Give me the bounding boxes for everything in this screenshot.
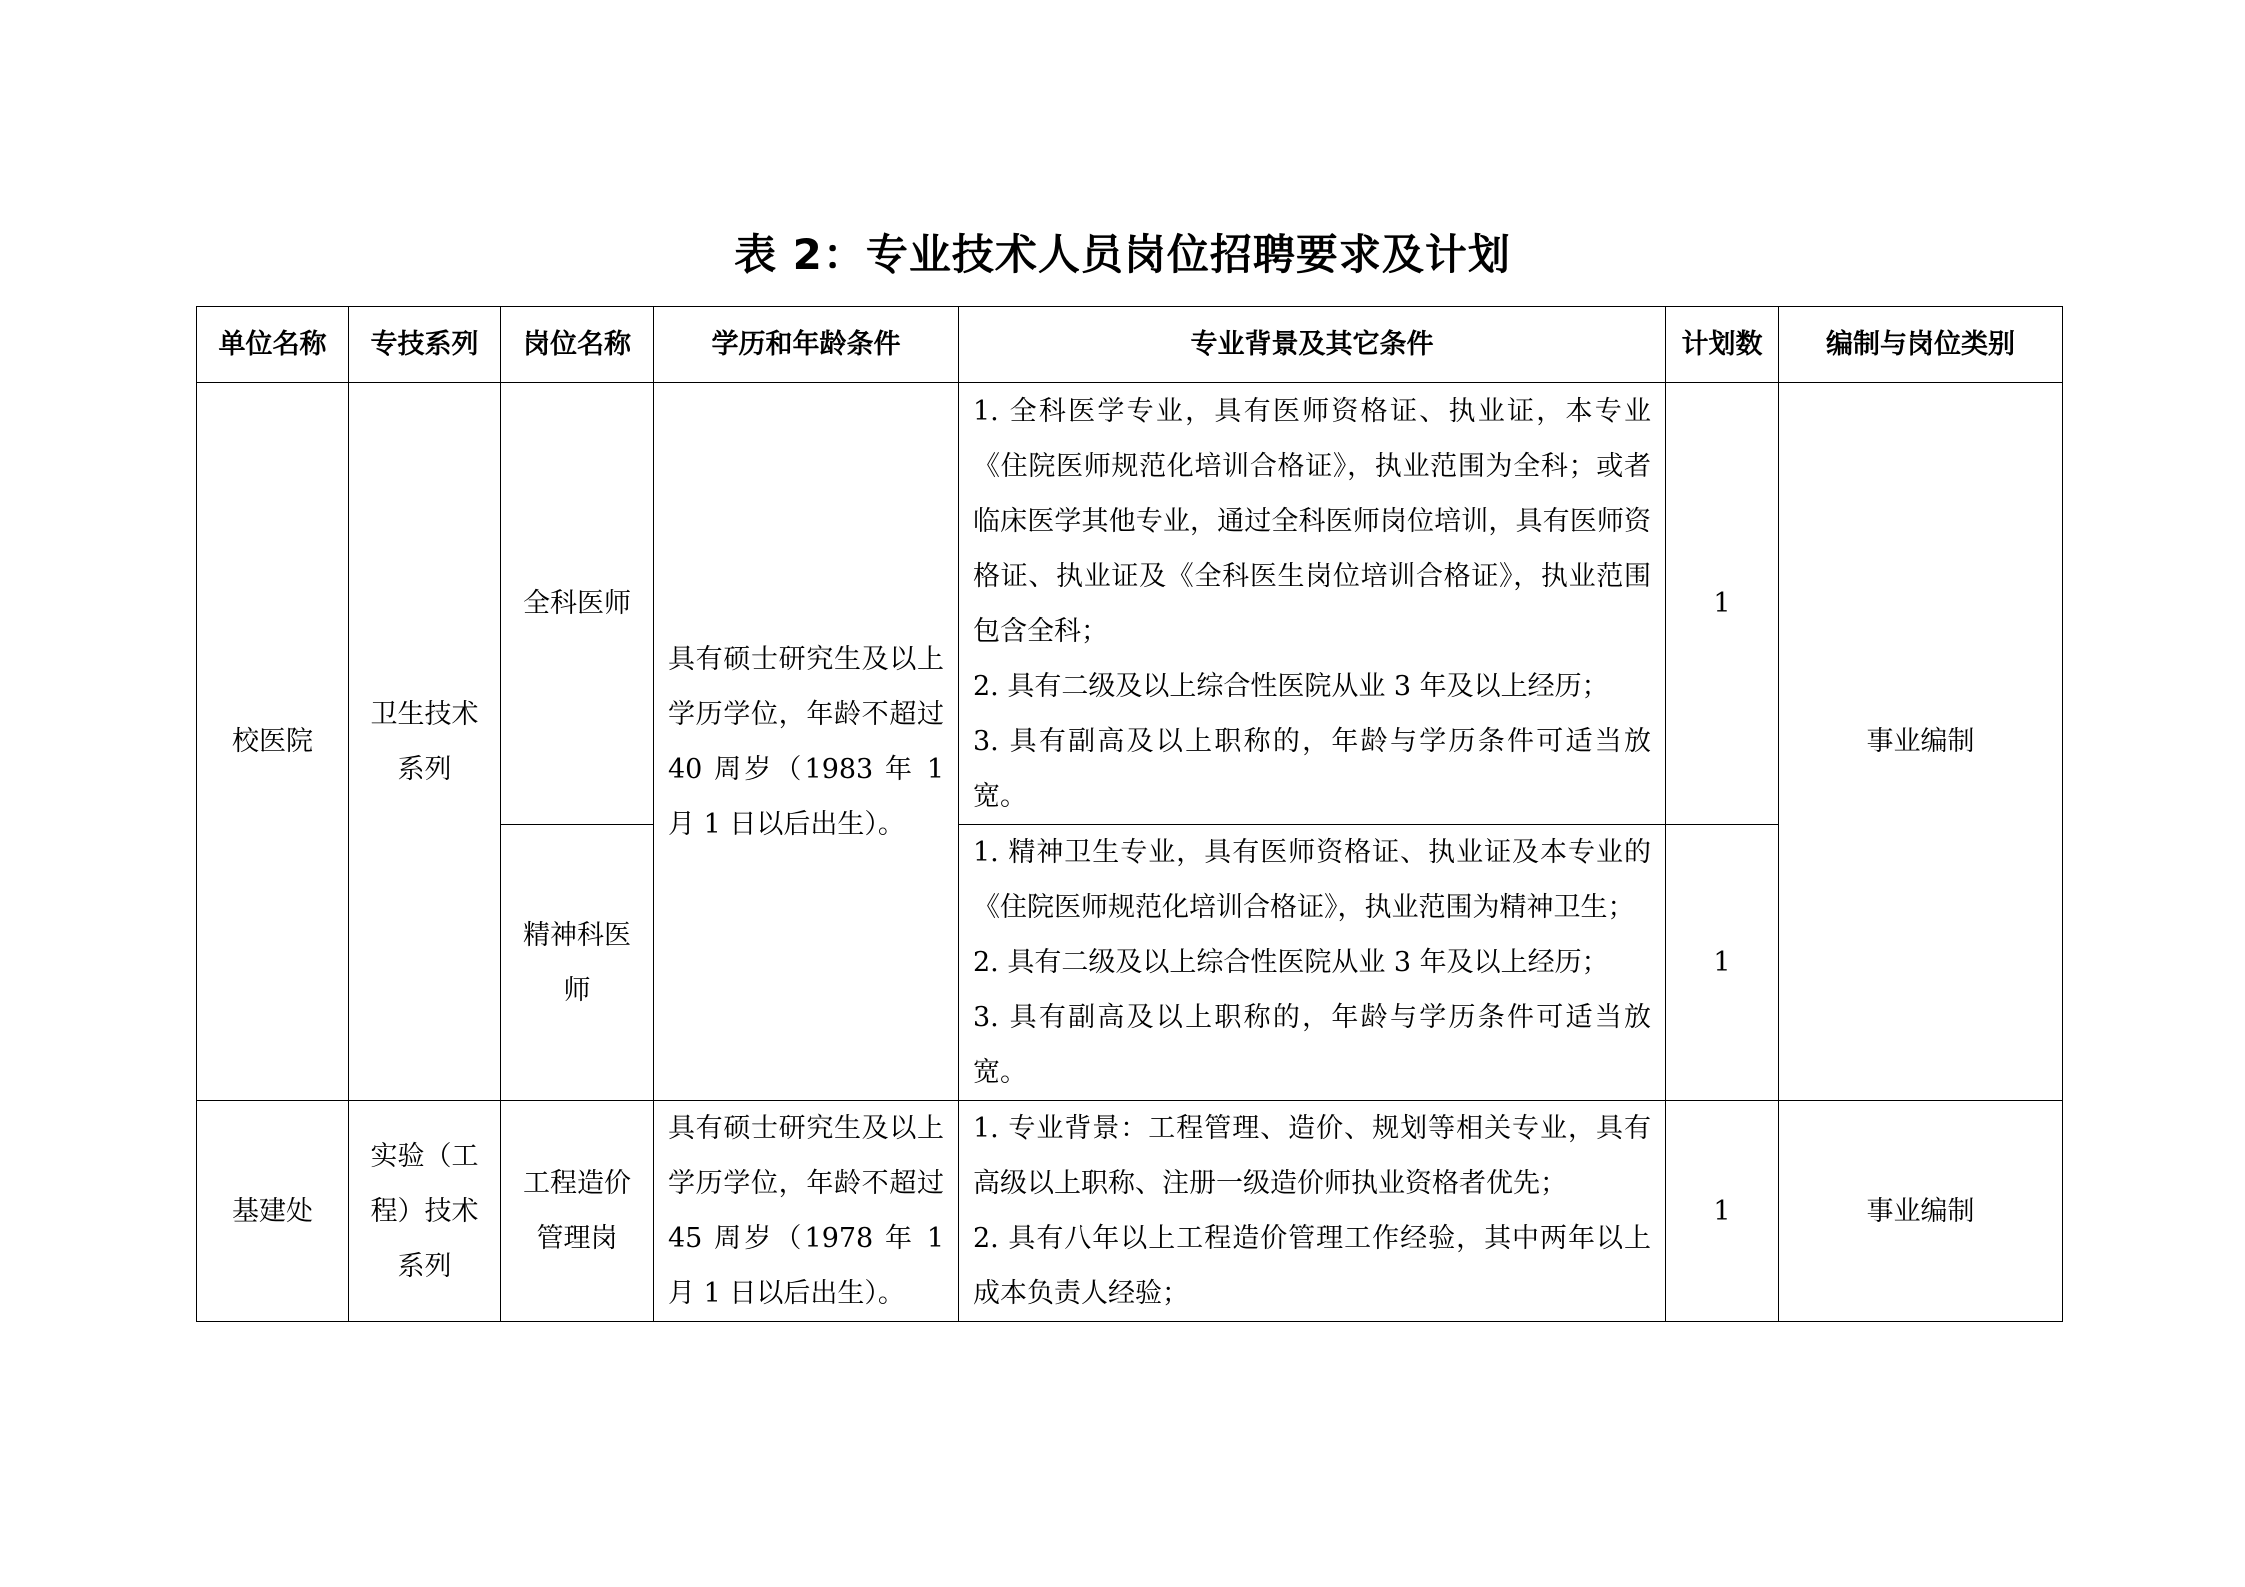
series-cell: [349, 383, 501, 1101]
requirement-item: 2. 具有二级及以上综合性医院从业 3 年及以上经历；: [973, 670, 1609, 702]
header-post: 岗位名称: [501, 307, 654, 383]
header-unit: 单位名称: [197, 307, 349, 383]
header-series: 专技系列: [349, 307, 501, 383]
series-line: 系列: [397, 753, 452, 785]
header-requirements: 专业背景及其它条件: [959, 307, 1666, 383]
requirements-cell: [959, 1101, 1666, 1322]
recruitment-table: [196, 306, 2063, 1322]
requirement-item: 2. 具有八年以上工程造价管理工作经验，其中两年以上成本负责人经验；: [973, 1223, 1651, 1309]
series-line: 卫生技术: [370, 698, 479, 730]
post-line: 精神科医: [523, 919, 631, 951]
plan-cell: 1: [1666, 1101, 1779, 1322]
post-line: 师: [563, 974, 591, 1006]
plan-cell: 1: [1666, 383, 1779, 825]
staffing-cell: 事业编制: [1779, 1101, 2063, 1322]
requirement-item: 1. 精神卫生专业，具有医师资格证、执业证及本专业的《住院医师规范化培训合格证》，执业范围为精神卫生；: [973, 837, 1651, 923]
requirements-cell: [959, 383, 1666, 825]
series-line: 实验（工: [370, 1140, 479, 1172]
page-title: 表 2：专业技术人员岗位招聘要求及计划: [734, 230, 1511, 279]
requirement-item: 2. 具有二级及以上综合性医院从业 3 年及以上经历；: [973, 947, 1609, 978]
post-cell: [501, 383, 654, 825]
requirement-item: 1. 全科医学专业，具有医师资格证、执业证，本专业《住院医师规范化培训合格证》，执业范围为全科；或者临床医学其他专业，通过全科医师岗位培训，具有医师资格证、执业证及《全科医生岗位培训合格证》，执业范围包含全科；: [973, 395, 1651, 647]
table-row: [197, 1101, 2063, 1322]
table-row: [197, 383, 2063, 825]
post-line: 管理岗: [536, 1223, 618, 1254]
edu-age-cell: 具有硕士研究生及以上学历学位，年龄不超过 40 周岁（1983 年 1 月 1 日以后出生）。: [654, 383, 959, 1101]
header-staffing: 编制与岗位类别: [1779, 307, 2063, 383]
edu-age-cell: 具有硕士研究生及以上学历学位，年龄不超过 45 周岁（1978 年 1 月 1 日以后出生）。: [654, 1101, 959, 1322]
header-edu-age: 学历和年龄条件: [654, 307, 959, 383]
requirement-item: 1. 专业背景：工程管理、造价、规划等相关专业，具有高级以上职称、注册一级造价师执业资格者优先；: [973, 1113, 1651, 1199]
series-cell: [349, 1101, 501, 1322]
header-row: [197, 307, 2063, 383]
unit-cell: 基建处: [197, 1101, 349, 1322]
requirements-cell: [959, 825, 1666, 1101]
post-line: 全科医师: [523, 588, 631, 619]
post-cell: [501, 825, 654, 1101]
unit-cell: 校医院: [197, 383, 349, 1101]
requirement-item: 3. 具有副高及以上职称的，年龄与学历条件可适当放宽。: [973, 725, 1651, 812]
series-line: 程）技术: [370, 1195, 479, 1227]
plan-cell: 1: [1666, 825, 1779, 1101]
post-cell: [501, 1101, 654, 1322]
staffing-cell: 事业编制: [1779, 383, 2063, 1101]
post-line: 工程造价: [523, 1168, 631, 1199]
requirement-item: 3. 具有副高及以上职称的，年龄与学历条件可适当放宽。: [973, 1002, 1651, 1088]
series-line: 系列: [397, 1250, 452, 1282]
header-plan: 计划数: [1666, 307, 1779, 383]
